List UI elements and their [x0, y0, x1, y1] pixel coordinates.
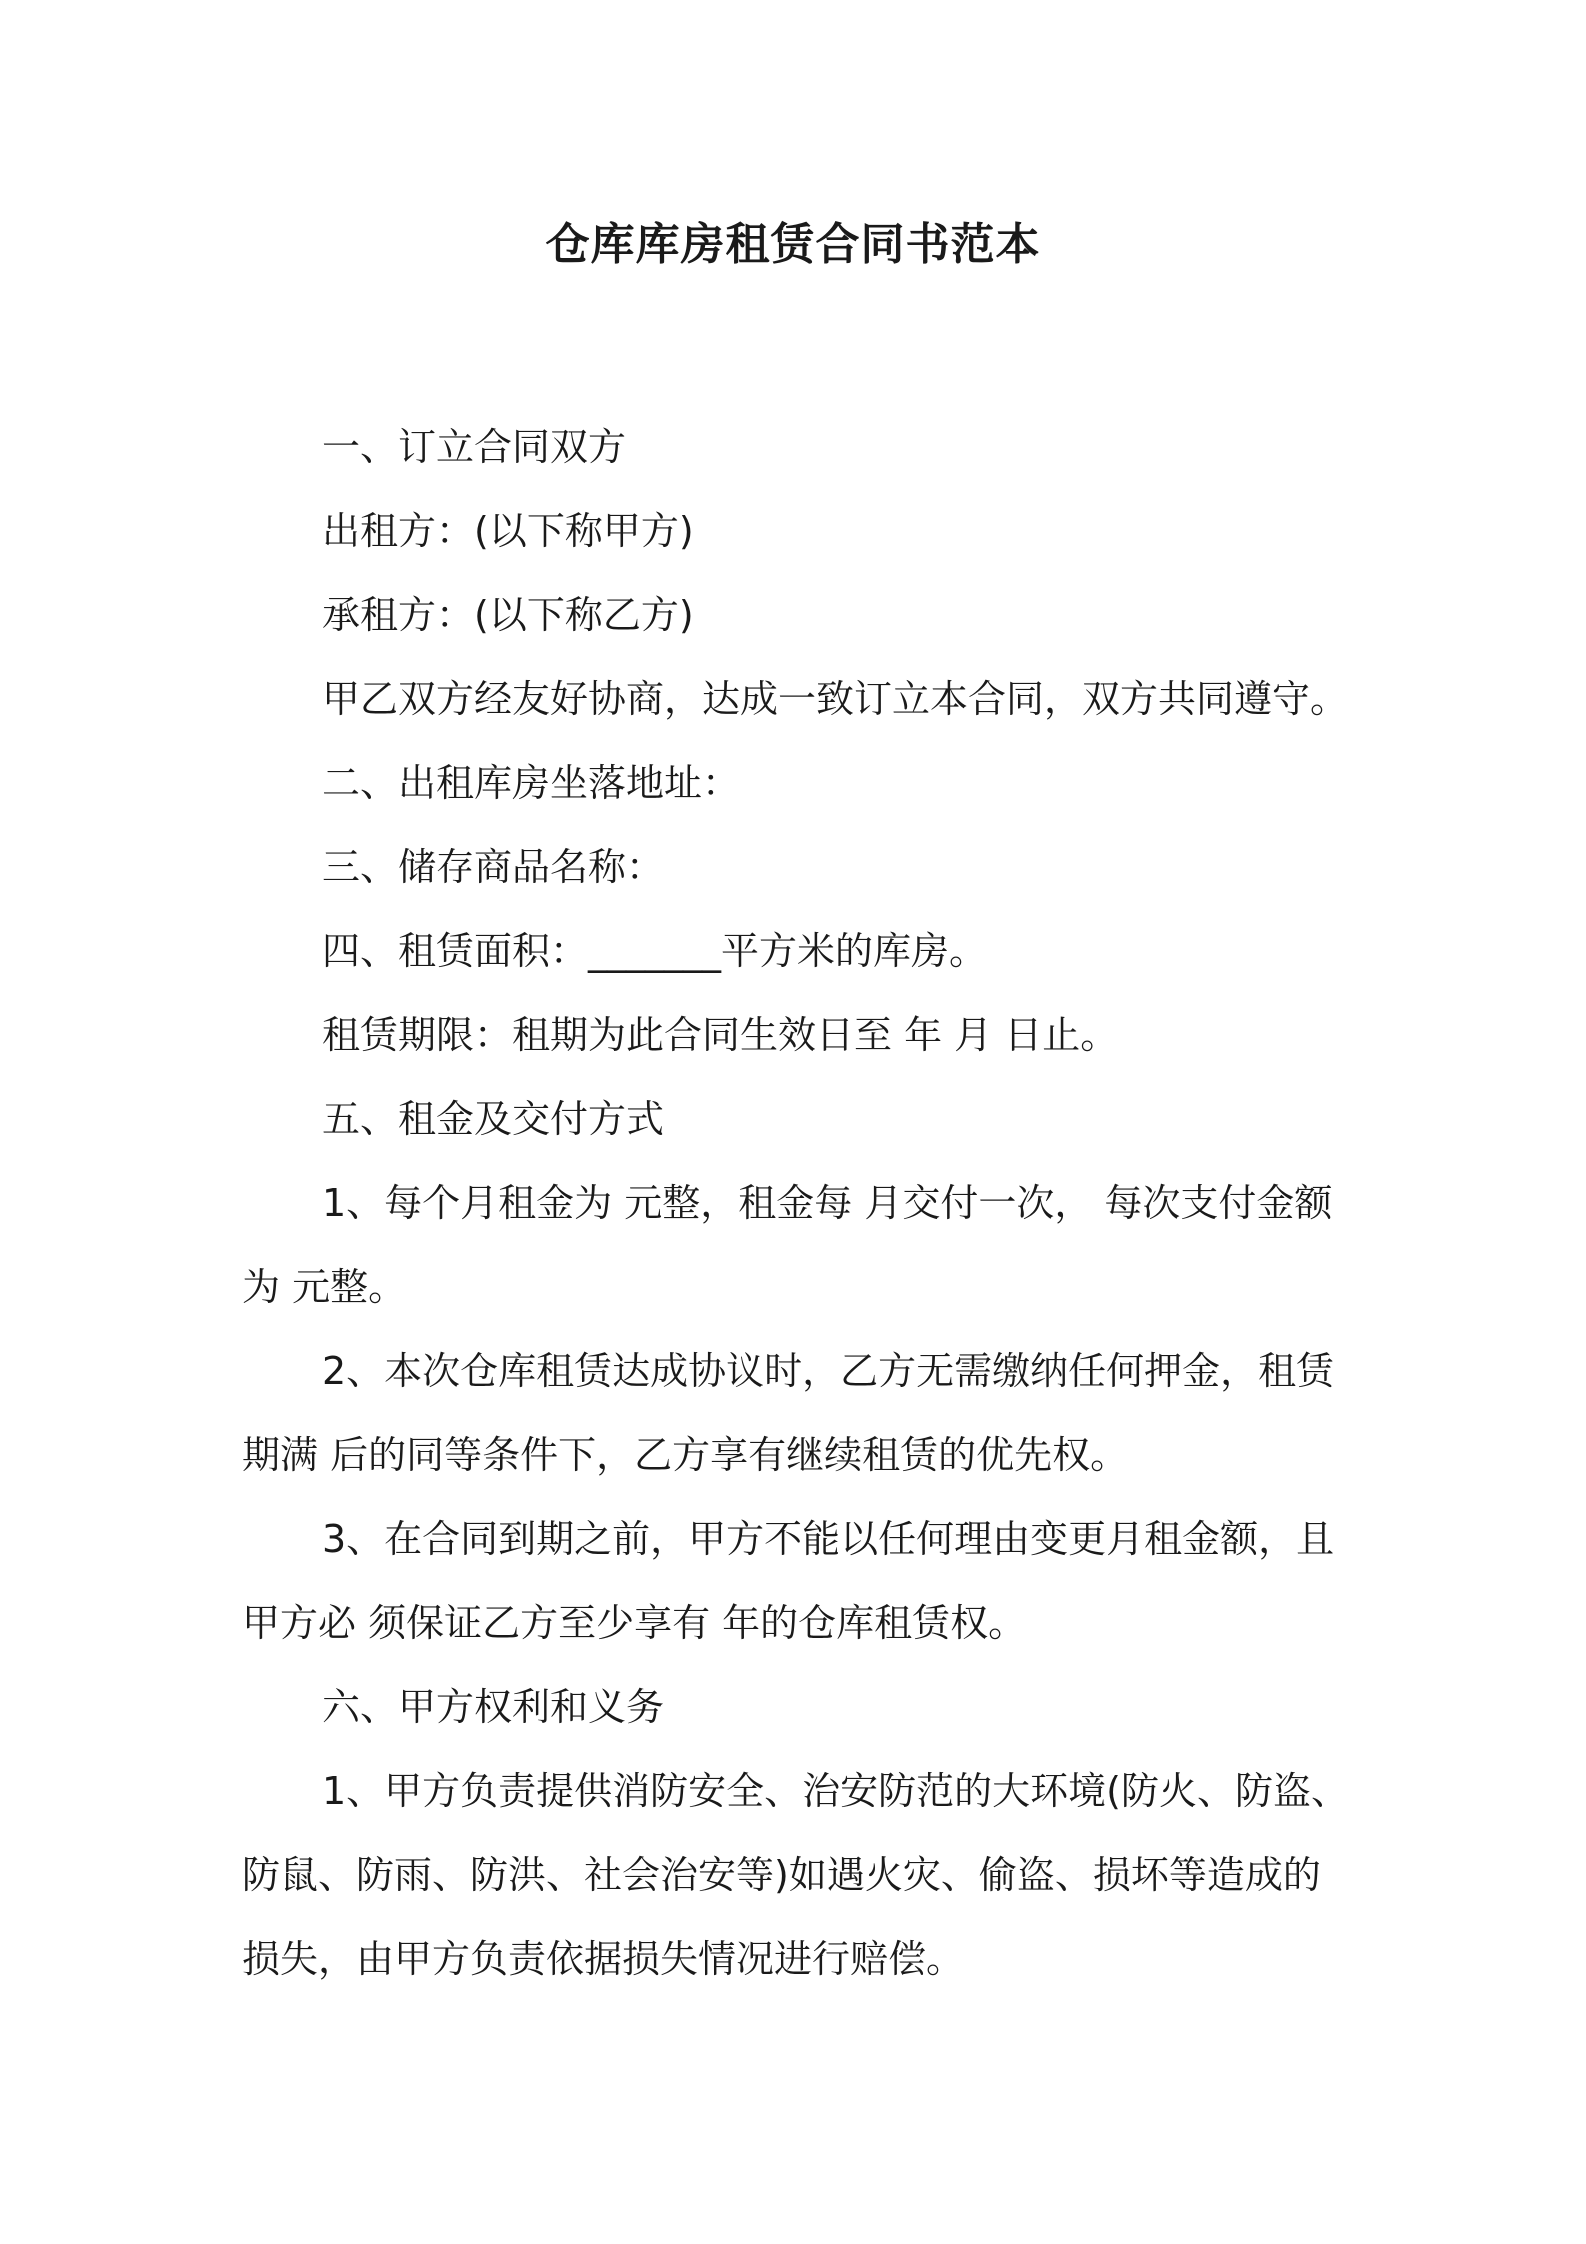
lease-term-line: 租赁期限：租期为此合同生效日至 年 月 日止。: [322, 1013, 1119, 1057]
lessor-line: 出租方：(以下称甲方): [322, 509, 694, 553]
lessor-rights-clause-1: 1、甲方负责提供消防安全、治安防范的大环境(防火、防盗、防鼠、防雨、防洪、社会治安等)如遇火灾、偷盗、损坏等造成的损失，由甲方负责依据损失情况进行赔偿。: [242, 1769, 1350, 1981]
rent-clause-2: 2、本次仓库租赁达成协议时，乙方无需缴纳任何押金，租赁期满 后的同等条件下，乙方享有继续租赁的优先权。: [242, 1349, 1335, 1477]
lessee-line: 承租方：(以下称乙方): [322, 593, 694, 637]
agreement-statement: 甲乙双方经友好协商，达成一致订立本合同，双方共同遵守。: [322, 677, 1349, 721]
section-heading-goods: 三、储存商品名称：: [322, 845, 665, 889]
document-body: [242, 405, 1350, 2001]
section-heading-parties: 一、订立合同双方: [322, 425, 627, 469]
rent-clause-1: 1、每个月租金为 元整，租金每 月交付一次， 每次支付金额为 元整。: [242, 1181, 1333, 1309]
document-title: 仓库库房租赁合同书范本: [545, 219, 1041, 270]
section-heading-address: 二、出租库房坐落地址：: [322, 761, 741, 805]
section-heading-rent: 五、租金及交付方式: [322, 1097, 665, 1141]
section-heading-lessor-rights: 六、甲方权利和义务: [322, 1685, 665, 1729]
rent-clause-3: 3、在合同到期之前，甲方不能以任何理由变更月租金额，且甲方必 须保证乙方至少享有 年的仓库租赁权。: [242, 1517, 1335, 1645]
section-heading-area: 四、租赁面积：_______平方米的库房。: [322, 929, 988, 973]
